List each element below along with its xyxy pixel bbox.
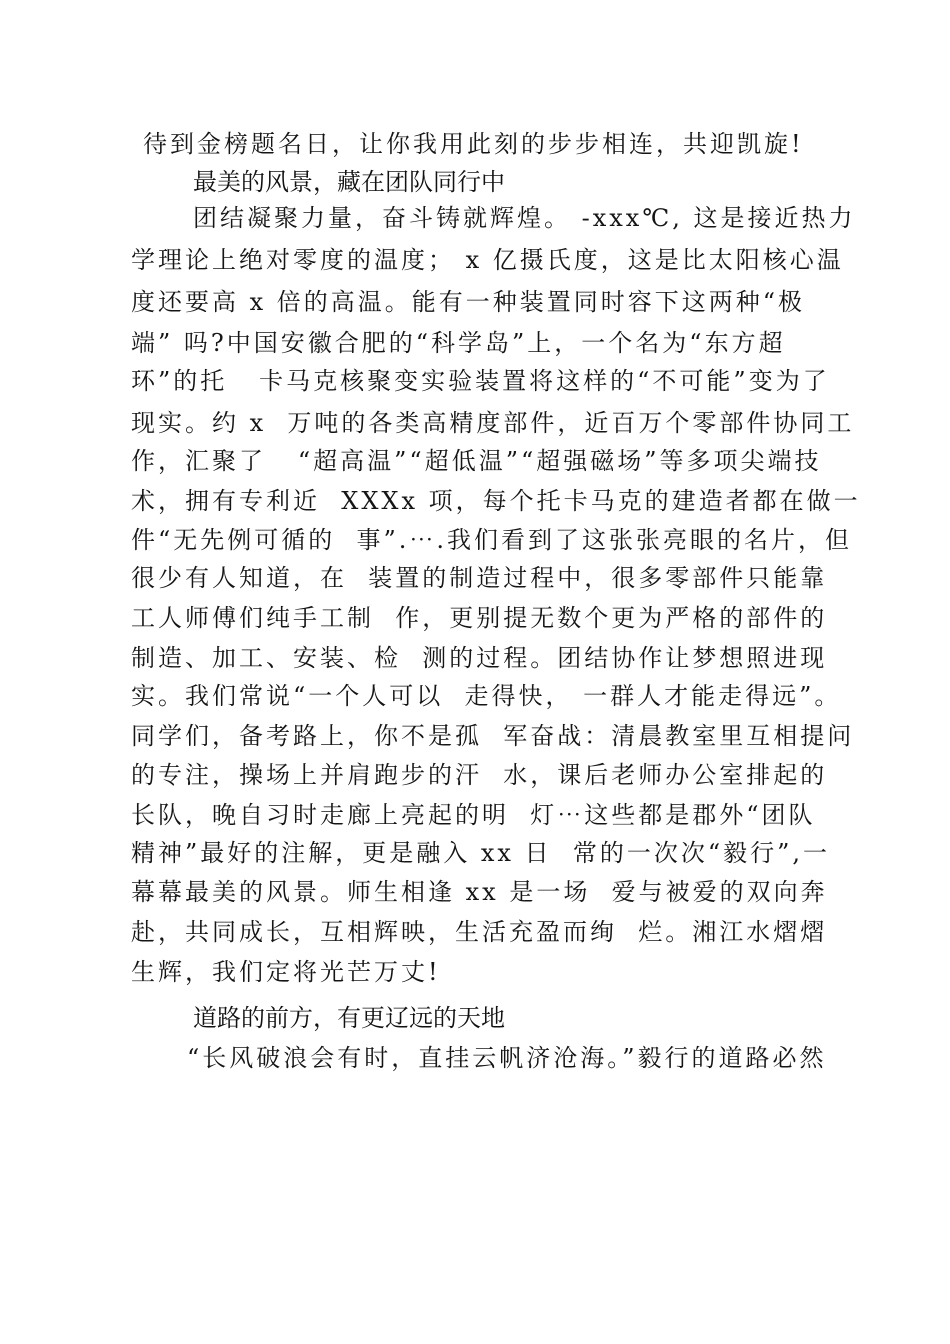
paragraph-line: 精神”最好的注解，更是融入 xx 日 常的一次次“毅行”,一 <box>131 839 831 867</box>
paragraph-line: 幕幕最美的风景。师生相逢 xx 是一场 爱与被爱的双向奔 <box>131 878 828 906</box>
paragraph-line: 制造、加工、安装、检 测的过程。团结协作让梦想照进现 <box>131 644 828 672</box>
paragraph-line: 同学们，备考路上，你不是孤 军奋战：清晨教室里互相提问 <box>131 722 855 750</box>
paragraph-line: 赴，共同成长，互相辉映，生活充盈而绚 烂。湘江水熠熠 <box>131 918 828 946</box>
paragraph-line: “长风破浪会有时，直挂云帆济沧海。”毅行的道路必然 <box>187 1044 827 1072</box>
opening-line: 待到金榜题名日，让你我用此刻的步步相连，共迎凯旋! <box>143 130 804 158</box>
paragraph-line: 生辉，我们定将光芒万丈! <box>131 958 441 986</box>
paragraph-line: 学理论上绝对零度的温度； x 亿摄氏度，这是比太阳核心温 <box>131 246 844 274</box>
paragraph-line: 工人师傅们纯手工制 作，更别提无数个更为严格的部件的 <box>131 604 828 632</box>
paragraph-line: 现实。约 x 万吨的各类高精度部件，近百万个零部件协同工 <box>131 409 855 437</box>
paragraph-line: 术，拥有专利近 XXXx 项，每个托卡马克的建造者都在做一 <box>131 487 861 515</box>
paragraph-line: 实。我们常说“一个人可以 走得快， 一群人才能走得远”。 <box>131 682 842 710</box>
paragraph-line: 的专注，操场上并肩跑步的汗 水，课后老师办公室排起的 <box>131 761 828 789</box>
paragraph-line: 长队，晚自习时走廊上亮起的明 灯⋯这些都是郡外“团队 <box>131 801 816 829</box>
section-heading-road: 道路的前方，有更辽远的天地 <box>193 1004 505 1032</box>
paragraph-line: 端” 吗?中国安徽合肥的“科学岛”上，一个名为“东方超 <box>131 329 786 357</box>
section-heading-team: 最美的风景，藏在团队同行中 <box>193 168 505 196</box>
paragraph-line: 很少有人知道，在 装置的制造过程中，很多零部件只能靠 <box>131 564 828 592</box>
paragraph-line: 作，汇聚了 “超高温”“超低温”“超强磁场”等多项尖端技 <box>131 447 822 475</box>
paragraph-line: 环”的托 卡马克核聚变实验装置将这样的“不可能”变为了 <box>131 367 830 395</box>
paragraph-line: 团结凝聚力量，奋斗铸就辉煌。 -xxx℃, 这是接近热力 <box>193 204 856 232</box>
paragraph-line: 度还要高 x 倍的高温。能有一种装置同时容下这两种“极 <box>131 288 806 316</box>
paragraph-line: 件“无先例可循的 事”.⋯.我们看到了这张张亮眼的名片，但 <box>131 526 853 554</box>
